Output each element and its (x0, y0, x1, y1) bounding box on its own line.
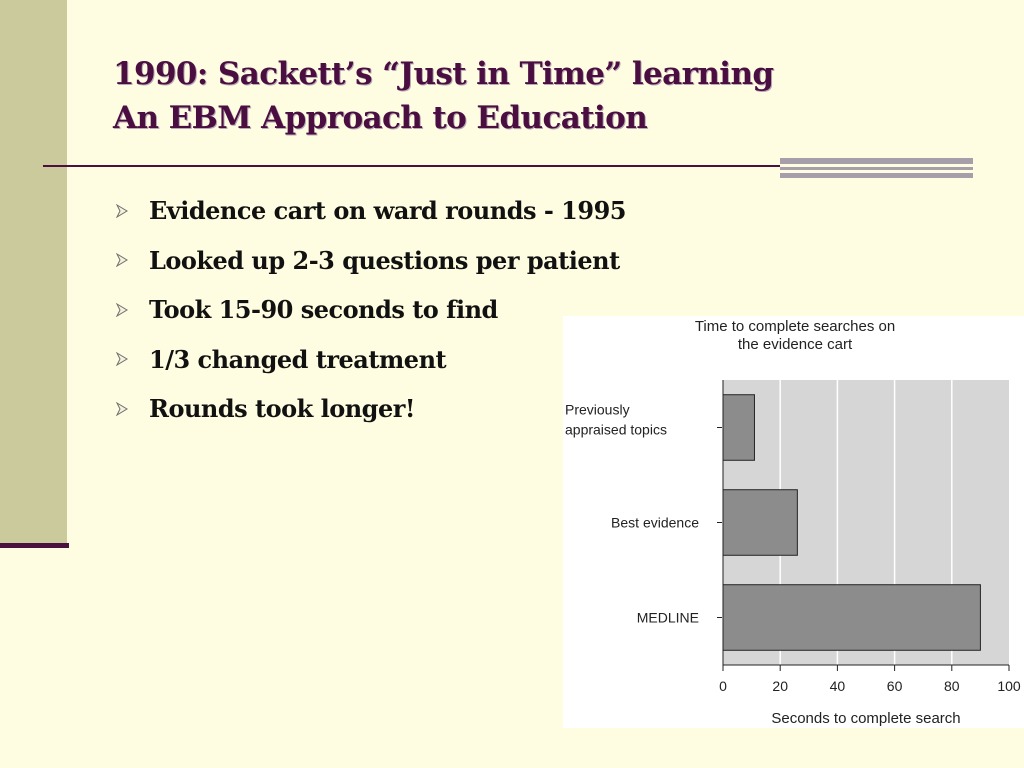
category-label-1 (565, 402, 667, 438)
arrowhead-bullet-icon (115, 352, 129, 366)
x-tick-label-5: 100 (997, 678, 1021, 694)
bullet-item (115, 285, 626, 335)
arrowhead-bullet-icon (115, 204, 129, 218)
search-time-chart (563, 316, 1024, 728)
bullet-text: Looked up 2-3 questions per patient (149, 245, 620, 275)
bullet-item (115, 335, 626, 385)
x-tick-label-4: 80 (944, 678, 960, 694)
bullet-item (115, 186, 626, 236)
slide-title (113, 52, 993, 140)
chart-svg (563, 316, 1024, 728)
chart-title (695, 318, 895, 353)
chart-title-line: the evidence cart (737, 336, 853, 353)
arrowhead-bullet-icon (115, 402, 129, 416)
bullet-list (115, 186, 626, 434)
category-label-line: Previously (565, 401, 630, 418)
x-tick-label-1: 20 (772, 678, 788, 694)
arrowhead-bullet-icon (115, 303, 129, 317)
bullet-text: Rounds took longer! (149, 394, 415, 424)
title-divider (43, 165, 780, 167)
x-tick-label-3: 60 (886, 678, 903, 694)
bar-3 (723, 585, 980, 651)
bullet-text: 1/3 changed treatment (149, 344, 447, 374)
x-axis-label: Seconds to complete search (771, 710, 961, 727)
chart-title-line: Time to complete searches on (694, 318, 896, 335)
bar-2 (723, 490, 797, 556)
category-label-3: MEDLINE (636, 609, 699, 626)
arrowhead-bullet-icon (115, 253, 129, 267)
category-label-2: Best evidence (611, 514, 699, 531)
slide-title-line-2: An EBM Approach to Education (113, 100, 648, 136)
bullet-item (115, 384, 626, 434)
bullet-text: Evidence cart on ward rounds - 1995 (149, 196, 626, 226)
slide-title-line-1: 1990: Sackett’s “Just in Time” learning (113, 56, 774, 92)
left-decorative-bar (0, 0, 67, 545)
title-divider-accent (780, 158, 973, 178)
bullet-text: Took 15-90 seconds to find (149, 295, 498, 325)
x-tick-label-2: 40 (829, 678, 846, 694)
category-label-line: appraised topics (565, 421, 667, 438)
bar-1 (723, 395, 754, 461)
x-tick-label-0: 0 (719, 678, 727, 694)
bullet-item (115, 236, 626, 286)
left-bar-footer-line (0, 543, 69, 548)
